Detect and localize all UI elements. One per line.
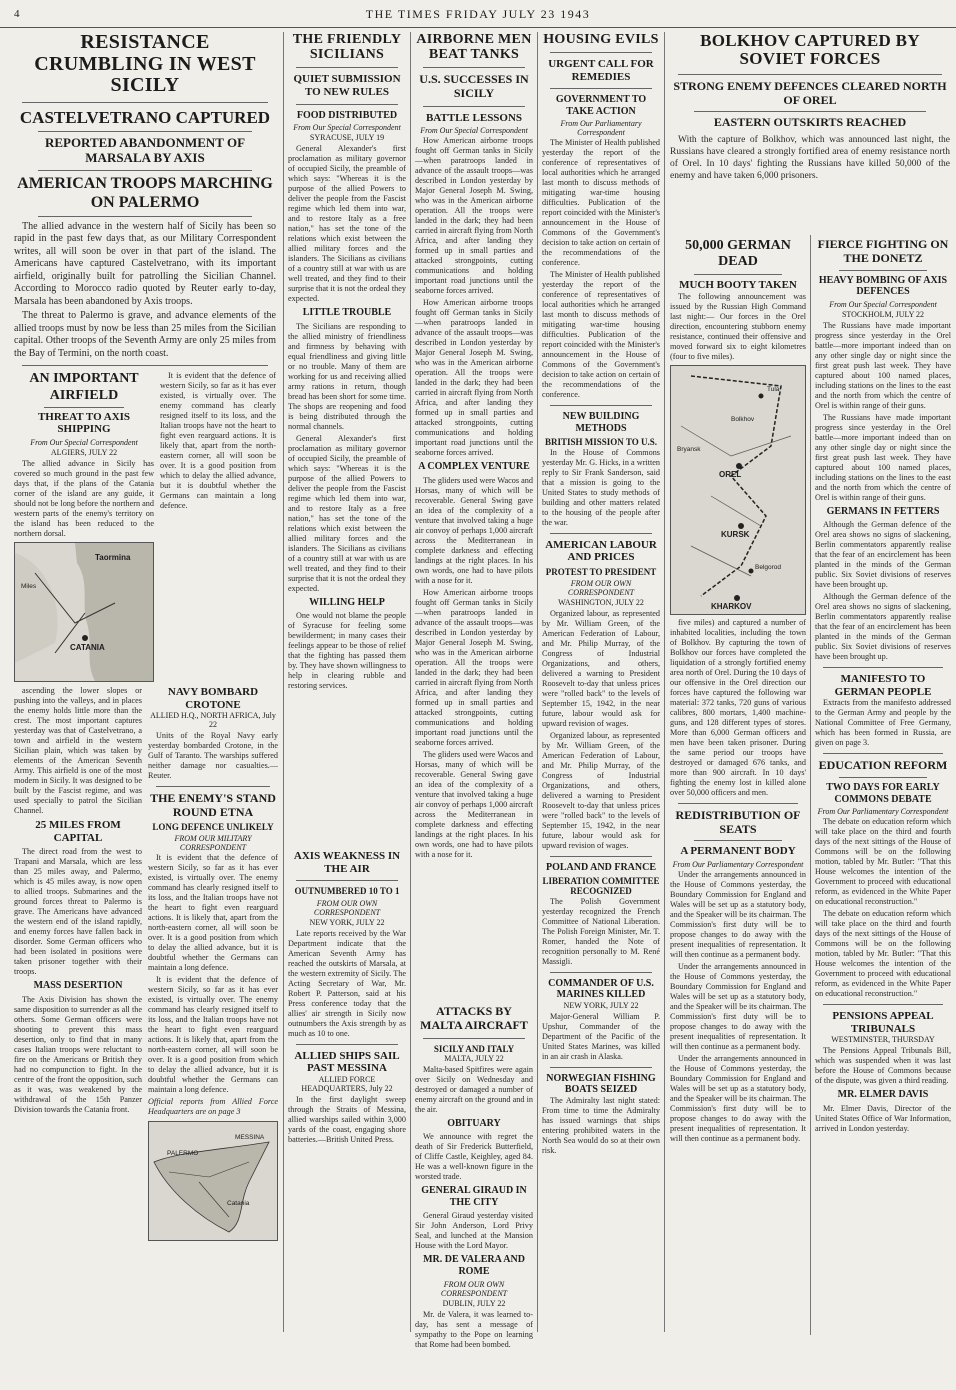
divider: [22, 102, 268, 103]
map-label-bolkhov: Bolkhov: [731, 415, 755, 423]
subhead-etna: THE ENEMY'S STAND ROUND ETNA: [150, 791, 276, 820]
article-text: five miles) and captured a number of inhabited localities, including the town of Bolkhov. By capturing the town of Bolkhov our forces have completed the liquidation of a strongly fortified enemy area north of Orel. During the 10 days of our offensive in the Orel direction our forces have captured the following war material: 372 tanks, 720 guns of various calibres, 800 mortars, 1,400 machine-guns, and 128 different types of stores. More than 6,000 German officers and men have been taken prisoner. During the same period our troops have destroyed or damaged 676 tanks, and more than 900 aircraft. In 10 days' fighting the enemy lost in killed alone over 50,000 officers and men.: [670, 617, 806, 797]
dek-government-action: GOVERNMENT TO TAKE ACTION: [555, 94, 647, 117]
article-text: The Admiralty last night stated: From time to time the Admiralty has issued warnings that ships entering prohibited waters in the North Sea would do so at their own risk.: [542, 1095, 660, 1155]
subhead-liberation: LIBERATION COMMITTEE RECOGNIZED: [542, 875, 660, 897]
headline-marines: COMMANDER OF U.S. MARINES KILLED: [548, 977, 654, 1001]
article-text: Mr. Elmer Davis, Director of the United States Office of War Information, arrived in London yesterday.: [815, 1103, 951, 1133]
divider: [423, 67, 525, 68]
article-text: The Pensions Appeal Tribunals Bill, which was suspended when it was last before the House of Commons because of the dispute, was given a third reading.: [815, 1046, 951, 1086]
subhead-food: FOOD DISTRIBUTED: [296, 109, 398, 121]
subhead-mass-desertion: MASS DESERTION: [33, 980, 123, 992]
dek-castelvetrano: CASTELVETRANO CAPTURED: [19, 107, 271, 127]
divider: [550, 1067, 652, 1068]
headline-pensions: PENSIONS APPEAL TRIBUNALS: [832, 1010, 934, 1035]
subhead-protest: PROTEST TO PRESIDENT: [545, 567, 657, 578]
correspondent-line: FROM OUR OWN CORRESPONDENT: [440, 1280, 508, 1299]
correspondent-line: From Our Special Correspondent: [30, 437, 138, 447]
dateline: SYRACUSE, JULY 19: [309, 133, 385, 142]
headline-norwegian-boats: NORWEGIAN FISHING BOATS SEIZED: [546, 1072, 656, 1096]
subhead-permanent-body: A PERMANENT BODY: [680, 845, 796, 858]
divider: [156, 786, 270, 787]
subhead-complex-venture: A COMPLEX VENTURE: [418, 461, 530, 473]
divider: [550, 52, 652, 53]
subhead-25-miles: 25 MILES FROM CAPITAL: [35, 818, 121, 844]
map-sicily-east: [14, 542, 154, 682]
dateline: DUBLIN, JULY 22: [442, 1299, 506, 1309]
subhead-navy-crotone: NAVY BOMBARD CROTONE: [167, 685, 259, 711]
correspondent-line: FROM OUR OWN CORRESPONDENT: [313, 898, 381, 917]
article-text: General Giraud yesterday visited Sir John Anderson, Lord Privy Seal, and lunched at the Mansion House with the Lord Mayor.: [415, 1211, 533, 1251]
subhead-elmer-davis: MR. ELMER DAVIS: [837, 1089, 929, 1101]
divider: [38, 170, 252, 171]
column-rule: [537, 32, 538, 1332]
divider: [38, 131, 252, 132]
article-text: Extracts from the manifesto addressed to the German Army and people by the National Committee of Free Germany, which has been formed in Russia, are given on page 3.: [815, 698, 951, 748]
divider: [550, 856, 652, 857]
column-airborne: [415, 32, 533, 1032]
article-text: The direct road from the west to Trapani and Marsala, which are less than 25 miles away, and Palermo, which is 45 miles away, is now open to allied troops. Submarines and the ground forces threat to Palermo is grave. The Americans have advanced the western end of the island rapidly, and enemy forces have fallen back in disorder. Some German officers who had been isolated in positions were taken prisoner together with their troops.: [14, 847, 142, 977]
subhead-battle-lessons: BATTLE LESSONS: [425, 111, 523, 124]
correspondent-line: FROM OUR OWN CORRESPONDENT: [567, 579, 635, 598]
divider: [22, 365, 268, 366]
masthead: [0, 0, 956, 28]
divider: [550, 88, 652, 89]
dek-quiet-submission: QUIET SUBMISSION TO NEW RULES: [293, 73, 401, 98]
article-text: Malta-based Spitfires were again over Sicily on Wednesday and destroyed or damaged a number of enemy aircraft on the ground and in the air.: [415, 1064, 533, 1114]
dek-palermo: AMERICAN TROOPS MARCHING ON PALERMO: [17, 175, 273, 211]
dek-eastern-outskirts: EASTERN OUTSKIRTS REACHED: [713, 115, 907, 130]
divider: [694, 111, 926, 112]
map-label-miles: Miles: [21, 582, 37, 590]
map-label-catania: Catania: [227, 1200, 250, 1208]
article-text: The Sicilians are responding to the allied ministry of friendliness and firmness by behaving with equal friendliness and giving little or no trouble. Many of them are working for us and receiving allied army rations in return, though bread has been short for some time. The shops are reopening and food is being distributed through the normal channels. General Alexander's first proclamation as military governor of occupied Sicily, the preamble of which says: "Whereas it is the purpose of the allied Powers to deliver the people from the Fascist regime which led them into war, and to restore Italy as a free nation," has set the tone of the relations which exist between the allied military forces and the islanders. The Sicilians as civilians of a country still at war with us are well treated, and they find to their surprise that it is not the ordeal they expected.: [288, 321, 406, 593]
map-label-kharkov: KHARKOV: [711, 601, 752, 611]
map-graphic: [15, 543, 153, 681]
divider: [423, 106, 525, 107]
map-graphic: [671, 366, 805, 614]
column-rule: [283, 32, 284, 1332]
headline-housing: HOUSING EVILS: [543, 32, 659, 47]
divider: [839, 777, 927, 778]
dateline: WESTMINSTER, THURSDAY: [831, 1035, 935, 1045]
article-text: Organized labour, as represented by Mr. William Green, of the American Federation of Labour, and Mr. Philip Murray, of the Congress of Industrial Organizations, and others, delivered a warning to President Roosevelt to-day that unless prices were "rolled back" to the levels of September 15, 1942, in the near future, labour would ask for upward revision of wages. Organized labour, as represented by Mr. William Green, of the American Federation of Labour, and Mr. Philip Murray, of the Congress of Industrial Organizations, and others, delivered a warning to President Roosevelt to-day that unless prices were "rolled back" to the levels of September 15, 1942, in the near future, labour would ask for upward revision of wages.: [542, 609, 660, 851]
article-text: General Alexander's first proclamation as military governor of occupied Sicily, the preamble of which says: "Whereas it is the purpose of the allied Powers to deliver the people from the Fascist regime which led them into war, and to restore Italy as a free nation," has set the tone of the relations which exist between the allied military forces and the islanders. The Sicilians as civilians of a country still at war with us are well treated, and they find to their surprise that it is not the ordeal they expected.: [288, 144, 406, 303]
article-text: One would not blame the people of Syracuse for feeling some bewilderment; in many cases their feelings appear to be those of relief that the fighting has passed them by. They have shown willingness to help in clearing rubble and restoring services.: [288, 611, 406, 690]
column-rule: [664, 32, 665, 1332]
map-label-kursk: KURSK: [721, 529, 750, 539]
subhead-giraud: GENERAL GIRAUD IN THE CITY: [421, 1185, 527, 1208]
divider: [823, 1004, 943, 1005]
subhead-two-days: TWO DAYS FOR EARLY COMMONS DEBATE: [826, 782, 940, 805]
map-label-catania: CATANIA: [70, 642, 105, 652]
article-text: Late reports received by the War Department indicate that the American Seventh Army has reached the outskirts of Marsala, at the western extremity of Sicily. The Acting Secretary of War, Mr. Robert P. Patterson, said at his Press conference today that the allies' air strength in Sicily now outnumbers the Axis strength by as much as 10 to one.: [288, 928, 406, 1038]
column-sicily: [14, 32, 276, 1382]
headline-axis-weakness: AXIS WEAKNESS IN THE AIR: [293, 850, 401, 875]
article-text: The Minister of Health published yesterday the report of the conference of representatives of local authorities which he arranged last month to discuss methods of mitigating war-time housing difficulties. Publication of the report coincided with the Minister's announcement in the House of Commons of the Government's decision to take action on certain of the recommendations of the conference. The Minister of Health published yesterday the report of the conference of representatives of local authorities which he arranged last month to discuss methods of mitigating war-time housing difficulties. Publication of the report coincided with the Minister's announcement in the House of Commons of the Government's decision to take action on certain of the recommendations of the conference.: [542, 138, 660, 400]
headline-malta: ATTACKS BY MALTA AIRCRAFT: [420, 1004, 528, 1032]
article-text: The Russians have made important progress since yesterday in the Orel battle—more important indeed than on any other single day or night since the first great push last week. They have captured about 100 named places, including stations on the lines to the east and the north from which the centre of Orel is within range of their guns. The Russians have made important progress since yesterday in the Orel battle—more important indeed than on any other single day or night since the first great push last week. They have captured about 100 named places, including stations on the lines to the east and the north from which the centre of Orel is within range of their guns.: [815, 320, 951, 502]
divider: [694, 274, 782, 275]
article-text: The following announcement was issued by the Russian High Command last night:— Our forces in the Orel direction, encountering stubborn enemy resistance, continued their offensive and moved forward six to eight kilometres (four to five miles).: [670, 291, 806, 361]
article-text: The Axis Division has shown the same disposition to surrender as all the others. Some German officers were shooting to prevent this mass desertion, only to find that in many cases Italian troops were reluctant to fire on the Americans or British they had no compunction to fight. In the centre of the front the opposition, such as it was, was weakened by the withdrawal of the 15th Panzer Division towards the Catania front.: [14, 994, 142, 1114]
column-rule: [810, 235, 811, 1335]
dateline: NEW YORK, JULY 22: [309, 917, 385, 927]
divider: [694, 840, 782, 841]
correspondent-line: From Our Special Correspondent: [420, 126, 528, 136]
column-donetz: [815, 238, 951, 1333]
dateline: STOCKHOLM, JULY 22: [841, 309, 925, 319]
divider: [550, 533, 652, 534]
headline-airborne: AIRBORNE MEN BEAT TANKS: [416, 32, 532, 63]
headline-friendly-sicilians: THE FRIENDLY SICILIANS: [292, 32, 402, 63]
column-german-dead: [670, 238, 806, 1333]
divider: [678, 74, 942, 75]
subhead-de-valera: MR. DE VALERA AND ROME: [423, 1254, 525, 1277]
divider: [550, 972, 652, 973]
divider: [678, 803, 798, 804]
divider: [423, 1038, 525, 1039]
article-text: It is evident that the defence of western Sicily, so far as it has ever existed, is virtually over. The enemy command has clearly resigned itself to its loss, and the Italian troops have not the heart to fight even rearguard actions. It is likely that, apart from the north-eastern corner, all will soon be over. It is a good position from which to delay the allied advance, but it is doubtful whether the Germans can maintain a long defence.: [160, 371, 276, 511]
dateline: ALGIERS, JULY 22: [50, 447, 118, 457]
article-text: It is evident that the defence of western Sicily, so far as it has ever existed, is virtually over. The enemy command has clearly resigned itself to its loss, and the Italian troops have not the heart to fight even rearguard actions. It is likely that, apart from the north-eastern corner, all will soon be over. It is a good position from which to delay the allied advance, but it is doubtful whether the Germans can maintain a long defence. It is evident that the defence of western Sicily, so far as it has ever existed, is virtually over. The enemy command has clearly resigned itself to its loss, and the Italian troops have not the heart to fight even rearguard actions. It is likely that, apart from the north-eastern corner, all will soon be over. It is a good position from which to delay the allied advance, but it is doubtful whether the Germans can maintain a long defence.: [148, 853, 278, 1095]
map-label-tula: Tula: [767, 385, 780, 393]
correspondent-line: From Our Special Correspondent: [829, 299, 937, 309]
dek-marsala: REPORTED ABANDONMENT OF MARSALA BY AXIS: [44, 135, 246, 166]
dek-us-successes: U.S. SUCCESSES IN SICILY: [419, 72, 529, 101]
headline-redistribution: REDISTRIBUTION OF SEATS: [675, 807, 801, 836]
headline-bolkhov: BOLKHOV CAPTURED BY SOVIET FORCES: [700, 31, 920, 69]
subhead-obituary: OBITUARY: [447, 1117, 501, 1129]
article-text: The Polish Government yesterday recognized the French Committee of National Liberation. The Polish Foreign Minister, Mr. T. Romer, handed the Note of recognition personally to M. René Massigli.: [542, 896, 660, 966]
article-text: Major-General William P. Upshur, Commander of the Department of the Pacific of the United States Marines, was killed in an air crash in Alaska.: [542, 1011, 660, 1061]
headline-donetz: FIERCE FIGHTING ON THE DONETZ: [817, 237, 949, 265]
article-text: Units of the Royal Navy early yesterday bombarded Crotone, in the Gulf of Taranto. The warships suffered neither damage nor casualties.—Reuter.: [148, 731, 278, 781]
map-label-palermo: PALERMO: [167, 1150, 199, 1158]
dateline: ALLIED FORCE HEADQUARTERS, July 22: [301, 1074, 393, 1093]
article-text: ascending the lower slopes or pushing into the valleys, and in places the enemy holds little more than the crest. The most important captures yesterday was that of Castelvetrano, a town and airfield in the western Sicilian plain, which was taken by elements of the American Seventh Army. This airfield is one of the most modern in Sicily. It was designed to be built by the Fascist regime, and was used specially to patrol the Sicilian Channel.: [14, 685, 142, 815]
dateline: WASHINGTON, JULY 22: [558, 598, 644, 608]
headline-american-labour: AMERICAN LABOUR AND PRICES: [545, 538, 657, 564]
column-rule: [410, 32, 411, 1332]
divider: [550, 405, 652, 406]
subhead-british-mission: BRITISH MISSION TO U.S.: [545, 437, 657, 448]
map-label-belgorod: Belgorod: [755, 563, 782, 571]
map-label-messina: MESSINA: [235, 1134, 265, 1142]
column-malta: [415, 1004, 533, 1350]
divider: [44, 407, 124, 408]
banner-bolkhov: [670, 32, 950, 237]
article-text: The allied advance in Sicily has covered so much ground in the past few days that, if the plans of the Catania corner of the island are any guide, it should not be long before the northern and western parts of the enemy's territory on the island has been reduced to the northern dorsal.: [14, 458, 154, 538]
map-orel-front: [670, 365, 806, 615]
subhead-little-trouble: LITTLE TROUBLE: [302, 307, 392, 318]
subhead-willing-help: WILLING HELP: [309, 596, 385, 608]
article-text: We announce with regret the death of Sir Frederick Butterfield, of Cliffe Castle, Keighley, aged 84. He was a well-known figure in the worsted trade.: [415, 1132, 533, 1182]
dateline: NEW YORK, JULY 22: [563, 1000, 639, 1010]
divider: [839, 270, 927, 271]
article-text: Although the German defence of the Orel area shows no signs of slackening, Berlin commentators apparently realise that the fear of an encirclement has been planted in the minds of the German public. Six Soviet divisions of reserves have been brought up. Although the German defence of the Orel area shows no signs of slackening, Berlin commentators apparently realise that the fear of an encirclement has been planted in the minds of the German public. Six Soviet divisions of reserves have been brought up.: [815, 520, 951, 662]
correspondent-line: From Our Parliamentary Correspondent: [672, 860, 804, 870]
article-text: In the House of Commons yesterday Mr. G. Hicks, in a written reply to Sir Frank Sanderson, said that a mission is going to the United States to study methods of building and other matters related to the housing of the people after the war.: [542, 447, 660, 527]
divider: [296, 104, 398, 105]
subhead-fetters: GERMANS IN FETTERS: [826, 505, 940, 517]
divider: [296, 1044, 398, 1045]
headline-manifesto: MANIFESTO TO GERMAN PEOPLE: [834, 673, 932, 698]
article-text: Under the arrangements announced in the House of Commons yesterday, the Boundary Commission for England and Wales will be set up as a statutory body, and the Speaker will be its chairman. The Commission's first duty will be to propose changes to do away with the present inequalities of representation. It will then continue as a permanent body. Under the arrangements announced in the House of Commons yesterday, the Boundary Commission for England and Wales will be set up as a statutory body, and the Speaker will be its chairman. The Commission's first duty will be to propose changes to do away with the present inequalities of representation. It will then continue as a permanent body. Under the arrangements announced in the House of Commons yesterday, the Boundary Commission for England and Wales will be set up as a statutory body, and the Speaker will be its chairman. The Commission's first duty will be to propose changes to do away with the present inequalities of representation. It will then continue as a permanent body.: [670, 870, 806, 1144]
dek-urgent-call: URGENT CALL FOR REMEDIES: [548, 58, 654, 83]
subhead-long-defence: LONG DEFENCE UNLIKELY: [152, 821, 274, 832]
headline-allied-ships: ALLIED SHIPS SAIL PAST MESSINA: [294, 1049, 400, 1075]
article-text: Mr. de Valera, it was learned to-day, has sent a message of sympathy to the Pope on learning that Rome had been bombed.: [415, 1310, 533, 1350]
note-afhq: Official reports from Allied Force Headquarters are on page 3: [148, 1097, 278, 1117]
column-sicilians: [288, 32, 406, 690]
subhead-german-dead: 50,000 GERMAN DEAD: [685, 238, 791, 270]
subhead-outnumbered: OUTNUMBERED 10 TO 1: [294, 886, 400, 897]
divider: [38, 216, 252, 217]
article-text: In the first daylight sweep through the Straits of Messina, allied warships sailed within 3,000 yards of the coast, engaging shore batteries.—British United Press.: [288, 1094, 406, 1144]
correspondent-line: From Our Special Correspondent: [293, 123, 401, 132]
article-text: How American airborne troops fought off German tanks in Sicily—when paratroops landed in advance of the assault troops—was described in London yesterday by Major General Joseph M. Swing, who was in the American airborne operation. All the troops were landed in the dark; they had been carried in aircraft flying from North Africa, and after landing they formed up in small parties and attacked strongpoints, cutting communications and holding important road junctions until the seaborne forces arrived. How American airborne troops fought off German tanks in Sicily—when paratroops landed in advance of the assault troops—was described in London yesterday by Major General Joseph M. Swing, who was in the American airborne operation. All the troops were landed in the dark; they had been carried in aircraft flying from North Africa, and after landing they formed up in small parties and attacked strongpoints, cutting communications and holding important road junctions until the seaborne forces arrived.: [415, 136, 533, 458]
dateline: ALLIED H.Q., NORTH AFRICA, July 22: [150, 711, 276, 730]
dek-strong-defences: STRONG ENEMY DEFENCES CLEARED NORTH OF OREL: [673, 78, 947, 107]
subhead-sicily-italy: SICILY AND ITALY: [433, 1043, 515, 1054]
divider: [823, 753, 943, 754]
divider: [823, 667, 943, 668]
map-sicily: [148, 1121, 278, 1241]
article-text: The gliders used were Wacos and Horsas, many of which will be recoverable. General Swing gave an idea of the complexity of a venture that involved taking a huge air convoy of perhaps 1,000 aircraft across the Mediterranean in complete darkness and effecting landings at the right places. In his own words, one had to have pilots with a nose for it. How American airborne troops fought off German tanks in Sicily—when paratroops landed in advance of the assault troops—was described in London yesterday by Major General Joseph M. Swing, who was in the American airborne operation. All the troops were landed in the dark; they had been carried in aircraft flying from North Africa, and after landing they formed up in small parties and attacked strongpoints, cutting communications and holding important road junctions until the seaborne forces arrived. The gliders used were Wacos and Horsas, many of which will be recoverable. General Swing gave an idea of the complexity of a venture that involved taking a huge air convoy of perhaps 1,000 aircraft across the Mediterranean in complete darkness and effecting landings at the right places. In his own words, one had to have pilots with a nose for it.: [415, 475, 533, 859]
headline-poland-france: POLAND AND FRANCE: [546, 862, 656, 874]
column-housing: [542, 32, 660, 1332]
correspondent-line: From Our Parliamentary Correspondent: [817, 807, 949, 817]
map-label-taormina: Taormina: [95, 552, 131, 562]
intro-text: With the capture of Bolkhov, which was announced last night, the Russians have cleared a strongly fortified area of enemy resistance north of Orel. In 10 days' fighting the Russians have killed 50,000 of the enemy and have taken 6,000 prisoners.: [670, 135, 950, 182]
subhead-shipping: THREAT TO AXIS SHIPPING: [37, 410, 131, 436]
headline-resistance: RESISTANCE CRUMBLING IN WEST SICILY: [34, 31, 256, 97]
divider: [296, 67, 398, 68]
subhead-heavy-bombing: HEAVY BOMBING OF AXIS DEFENCES: [818, 274, 948, 298]
subhead-airfield: AN IMPORTANT AIRFIELD: [29, 371, 139, 403]
subhead-building-methods: NEW BUILDING METHODS: [562, 411, 640, 434]
headline-education: EDUCATION REFORM: [818, 758, 948, 773]
masthead-title: THE TIMES FRIDAY JULY 23 1943: [365, 7, 591, 21]
page-number: 4: [14, 8, 20, 20]
intro-text: The allied advance in the western half of Sicily has been so rapid in the past few days that, as our Military Correspondent writes, all will soon be over in that part of the island. The Americans have captured Castelvetrano, with its important airfield, originally built for patrolling the Sicilian Channel. According to Morocco radio quoted by Reuter early to-day, Marsala has been abandoned by Axis troops. The threat to Palermo is grave, and advance elements of the allied troops must by now be less than 25 miles from the Sicilian capital. Other troops of the Seventh Army are only 25 miles from the Bay of Termini, on the north coast.: [14, 220, 276, 359]
divider: [296, 880, 398, 881]
correspondent-line: From Our Parliamentary Correspondent: [560, 119, 642, 138]
article-text: The debate on education reform which will take place on the third and fourth days of the next sittings of the House of Commons will be on the following motion, tabled by Mr. Butler: "That this House welcomes the intention of the Government to proceed with educational reform, as evidenced in the White Paper on educational reconstruction." The debate on education reform which will take place on the third and fourth days of the next sittings of the House of Commons will be on the following motion, tabled by Mr. Butler: "That this House welcomes the intention of the Government to proceed with educational reform, as evidenced in the White Paper on educational reconstruction.": [815, 817, 951, 999]
article-axis-weakness: [288, 850, 406, 1144]
map-label-bryansk: Bryansk: [677, 445, 701, 453]
map-label-orel: OREL: [719, 469, 742, 479]
dateline: MALTA, JULY 22: [444, 1053, 504, 1063]
correspondent-line: FROM OUR MILITARY CORRESPONDENT: [174, 834, 252, 853]
subhead-booty: MUCH BOOTY TAKEN: [679, 279, 797, 292]
